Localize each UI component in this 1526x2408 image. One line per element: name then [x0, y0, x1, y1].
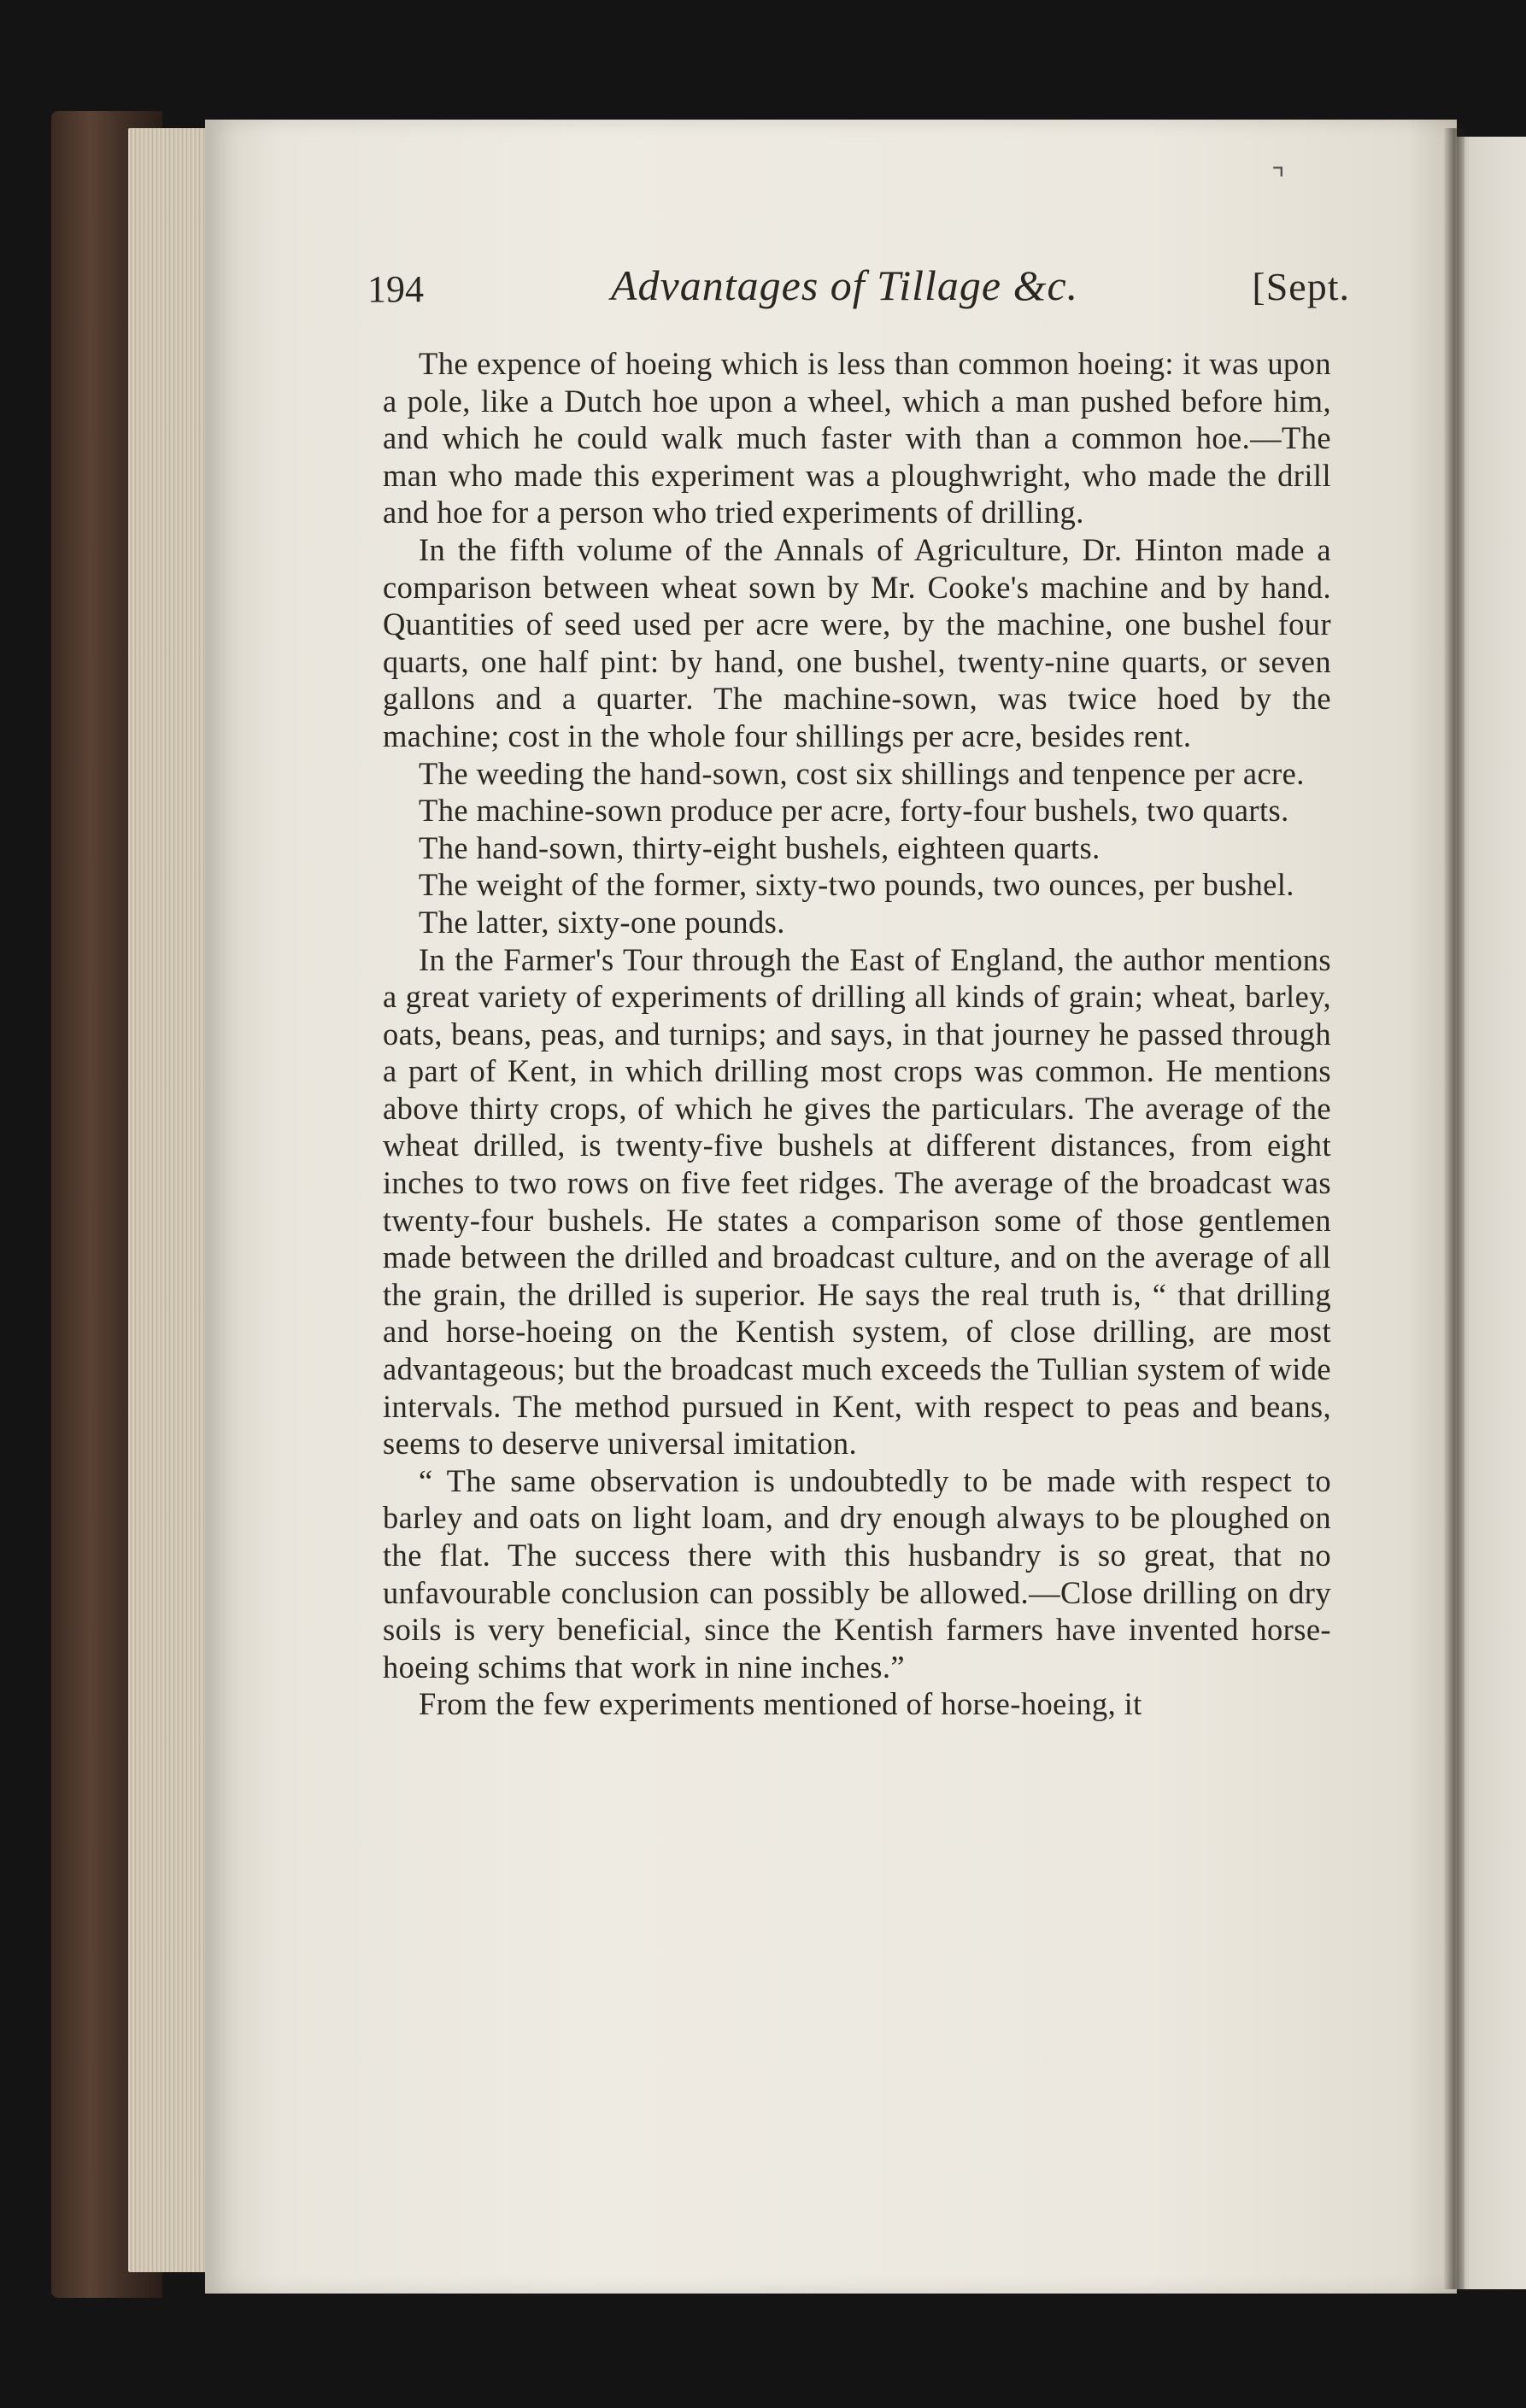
running-head [367, 261, 1350, 320]
paragraph: The hand-sown, thirty-eight bushels, eighteen quarts. [419, 829, 1100, 865]
paragraph: The weeding the hand-sown, cost six shillings and tenpence per acre. [419, 755, 1305, 791]
paragraph: “ The same observation is undoubtedly to be made with respect to barley and oats on light loam, and dry enough always to be ploughed on the flat. The success there with this husbandry is so great, that no unfavourable conclusion can possibly be allowed.—Close drilling on dry soils is very beneficial, since the Kentish farmers have invented horse-hoeing schims that work in nine inches.” [383, 1462, 1331, 1684]
body-text [383, 345, 1331, 1723]
paragraph: The weight of the former, sixty-two pounds, two ounces, per bushel. [419, 867, 1294, 903]
page-number: 194 [367, 268, 424, 310]
running-title: Advantages of Tillage &c. [611, 261, 1079, 309]
corner-mark: ⌝ [1271, 162, 1285, 196]
paragraph: The latter, sixty-one pounds. [419, 904, 785, 940]
paragraph: From the few experiments mentioned of horse-hoeing, it [419, 1686, 1142, 1722]
paragraph: The expence of hoeing which is less than common hoeing: it was upon a pole, like a Dutch hoe upon a wheel, which a man pushed before him, and which he could walk much faster with than a common hoe.—The man who made this experiment was a ploughwright, who made the drill and hoe for a person who tried experiments of drilling. [383, 346, 1331, 530]
paragraph: The machine-sown produce per acre, forty-four bushels, two quarts. [419, 793, 1289, 829]
paragraph: In the Farmer's Tour through the East of England, the author mentions a great variety of experiments of drilling all kinds of grain; wheat, barley, oats, beans, peas, and turnips; and says, in that journey he passed through a part of Kent, in which drilling most crops was common. He mentions above thirty crops, of which he gives the particulars. The average of the wheat drilled, is twenty-five bushels at different distances, from eight inches to two rows on five feet ridges. The average of the broadcast was twenty-four bushels. He states a comparison some of those gentlemen made between the drilled and broadcast culture, and on the average of all the grain, the drilled is superior. He says the real truth is, “ that drilling and horse-hoeing on the Kentish system, of close drilling, are most advantageous; but the broadcast much exceeds the Tullian system of wide intervals. The method pursued in Kent, with respect to peas and beans, seems to deserve universal imitation. [383, 941, 1331, 1462]
page-gutter-shadow [1444, 128, 1464, 2289]
running-month: [Sept. [1252, 265, 1350, 308]
paragraph: In the fifth volume of the Annals of Agriculture, Dr. Hinton made a comparison between wheat sown by Mr. Cooke's machine and by hand. Quantities of seed used per acre were, by the machine, one bushel four quarts, one half pint: by hand, one bushel, twenty-nine quarts, or seven gallons and a quarter. The machine-sown, was twice hoed by the machine; cost in the whole four shillings per acre, besides rent. [383, 531, 1331, 753]
facing-page-edge [1457, 137, 1526, 2289]
